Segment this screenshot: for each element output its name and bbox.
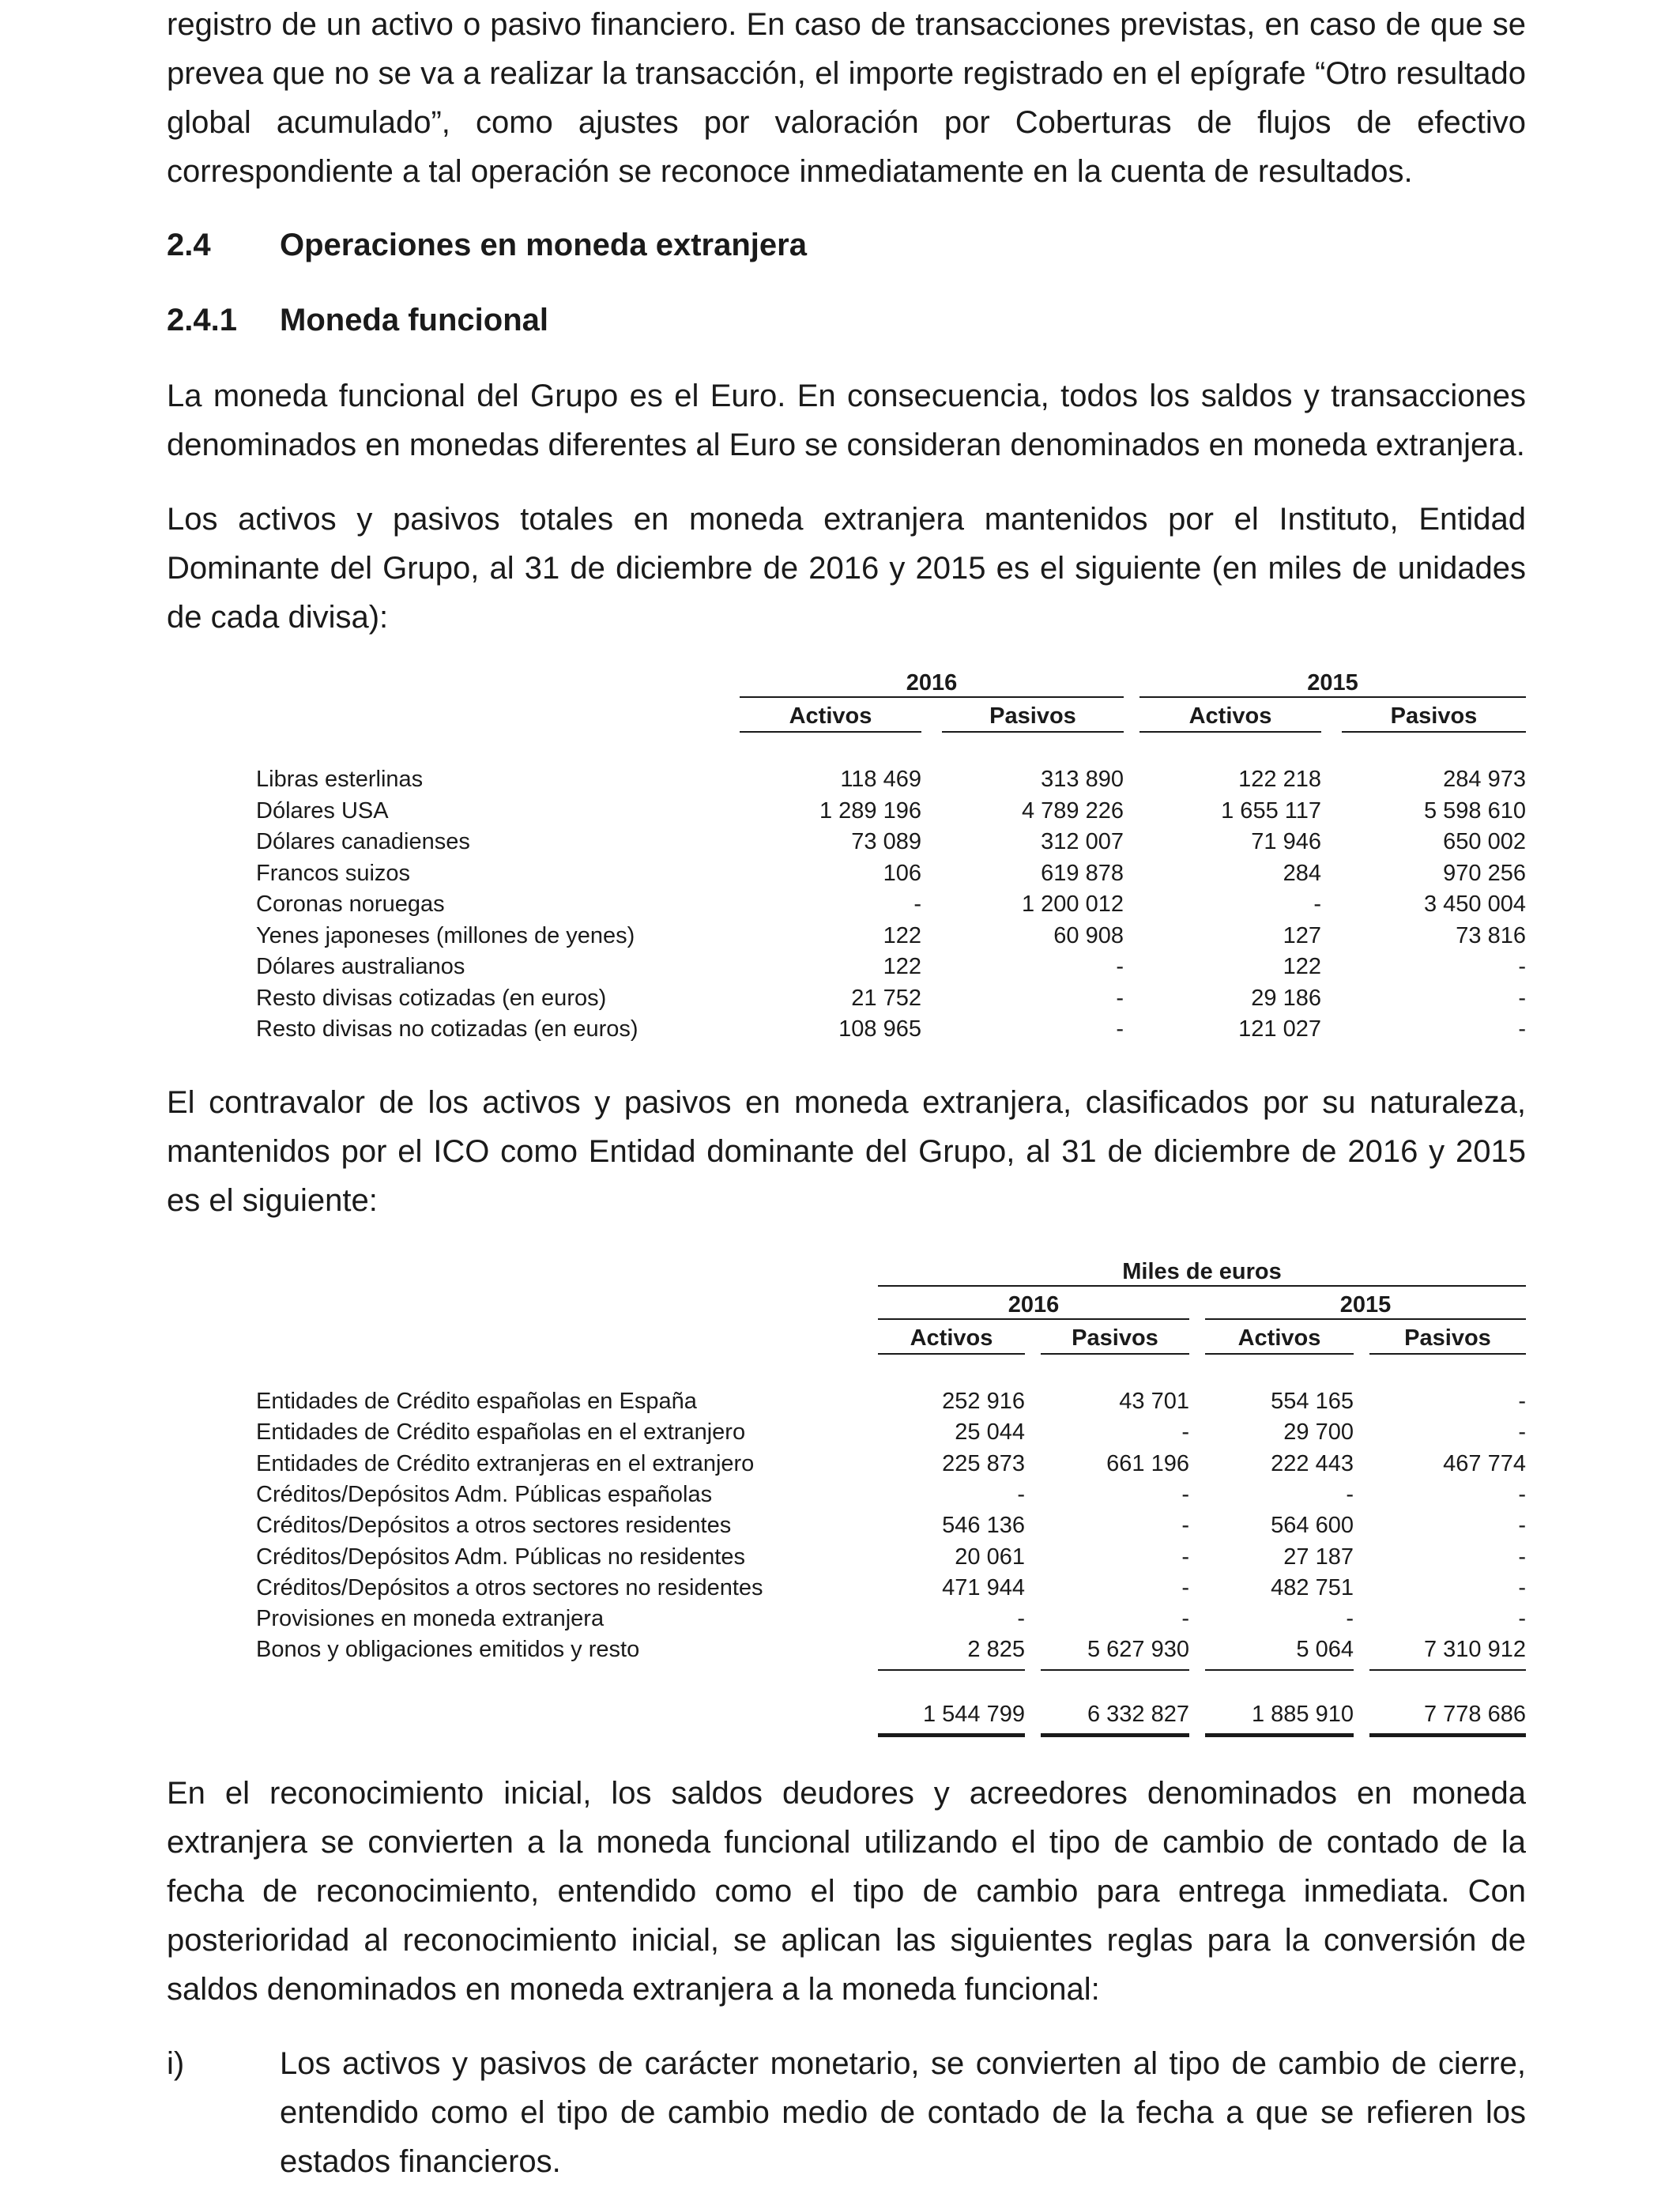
year-underline [1139,696,1526,698]
table-cell: 471 944 [942,1574,1025,1600]
table-cell: - [1181,1606,1189,1632]
row-label: Créditos/Depósitos Adm. Públicas españolas [256,1481,713,1507]
row-label: Francos suizos [256,860,411,886]
recognition-paragraph: En el reconocimiento inicial, los saldos deudores y acreedores denominados en moneda extranjera se convierten a la moneda funcional utilizando el tipo de cambio de contado de la fecha de reconocimiento, entendido como el tipo de cambio para entrega inmediata. Con posterioridad al reconocimiento inicial, se aplican las siguientes reglas para la conversión de saldos denominados en moneda extranjera a la moneda funcional: [167,1776,1526,2007]
table-cell: 564 600 [1271,1513,1354,1539]
row-label: Resto divisas cotizadas (en euros) [256,985,607,1011]
table-cell: 1 655 117 [1221,797,1321,824]
section-heading-2-4 [167,225,807,265]
subtotal-rule [878,1669,1025,1671]
row-label: Bonos y obligaciones emitidos y resto [256,1637,640,1663]
table-cell: 71 946 [1251,829,1321,854]
table-cell: 29 700 [1283,1419,1354,1446]
table-cell: 4 789 226 [1021,797,1124,824]
subtotal-rule [1205,1669,1354,1671]
table-cell: 121 027 [1238,1016,1321,1042]
column-underline [740,731,921,733]
table-cell: 20 061 [955,1544,1025,1570]
table-cell: 127 [1283,922,1321,948]
row-label: Provisiones en moneda extranjera [256,1606,605,1632]
row-label: Resto divisas no cotizadas (en euros) [256,1016,638,1042]
table-cell: 7 310 912 [1423,1637,1526,1663]
table-cell: 108 965 [838,1016,921,1042]
total-double-rule [1041,1733,1189,1737]
total-cell: 1 544 799 [922,1702,1025,1727]
table-cell: 27 187 [1283,1544,1354,1570]
table-cell: 661 196 [1106,1450,1189,1476]
table-cell: 3 450 004 [1423,892,1526,917]
table-cell: 21 752 [851,985,921,1011]
table-cell: - [1313,892,1321,917]
row-label: Entidades de Crédito españolas en el extranjero [256,1419,746,1446]
table-cell: - [1116,954,1124,979]
row-label: Coronas noruegas [256,892,445,917]
row-label: Entidades de Crédito españolas en España [256,1389,697,1414]
table-cell: - [1518,1419,1526,1446]
row-label: Créditos/Depósitos Adm. Públicas no residentes [256,1544,745,1570]
table-cell: 122 218 [1238,767,1321,792]
table-cell: 43 701 [1119,1389,1189,1414]
column-header: Pasivos [989,703,1076,729]
column-header: Activos [1237,1325,1321,1351]
table-cell: - [1346,1606,1354,1632]
table-cell: - [1518,985,1526,1011]
year-header-2015: 2015 [1339,1292,1392,1318]
table-cell: 222 443 [1271,1450,1354,1476]
row-label: Entidades de Crédito extranjeras en el extranjero [256,1450,755,1476]
table-cell: - [1116,985,1124,1011]
row-label: Dólares canadienses [256,829,470,854]
table-cell: 1 289 196 [819,797,921,824]
year-underline [740,696,1124,698]
column-header: Activos [1188,703,1272,729]
total-double-rule [1205,1733,1354,1737]
column-underline [1342,731,1526,733]
table-cell: 73 816 [1456,922,1526,948]
section-number: 2.4.1 [167,303,237,337]
table-cell: 284 [1283,860,1321,886]
list-marker: i) [167,2046,185,2081]
year-header-2016: 2016 [906,670,958,696]
row-label: Dólares USA [256,797,389,824]
table-cell: - [1181,1419,1189,1446]
table-cell: - [1116,1016,1124,1042]
column-header: Pasivos [1404,1325,1491,1351]
table-cell: 252 916 [942,1389,1025,1414]
year-header-2016: 2016 [1008,1292,1060,1318]
row-label: Yenes japoneses (millones de yenes) [256,922,635,948]
column-header: Pasivos [1390,703,1478,729]
table-cell: - [1518,1016,1526,1042]
table-cell: 25 044 [955,1419,1025,1446]
section-number: 2.4 [167,228,211,262]
table-cell: 73 089 [851,829,921,854]
column-header: Pasivos [1072,1325,1158,1351]
column-header: Activos [910,1325,993,1351]
table-cell: 554 165 [1271,1389,1354,1414]
table-cell: - [1518,1574,1526,1600]
total-double-rule [878,1733,1025,1737]
table-cell: 60 908 [1053,922,1124,948]
table-cell: 467 774 [1443,1450,1526,1476]
year-underline [878,1318,1189,1320]
column-underline [1139,731,1321,733]
functional-currency-paragraph: La moneda funcional del Grupo es el Euro. En consecuencia, todos los saldos y transacciones denominados en monedas diferentes al Euro se consideran denominados en moneda extranjera. [167,379,1526,462]
year-underline [1205,1318,1526,1320]
table-cell: 122 [1283,954,1321,979]
table-cell: - [1518,1513,1526,1539]
table-cell: - [1017,1606,1025,1632]
table-cell: 284 973 [1443,767,1526,792]
subtotal-rule [1041,1669,1189,1671]
total-double-rule [1369,1733,1526,1737]
table-cell: - [1518,1481,1526,1507]
table-cell: 546 136 [942,1513,1025,1539]
row-label: Libras esterlinas [256,767,424,792]
column-underline [1205,1353,1354,1355]
table-cell: - [1518,1606,1526,1632]
row-label: Créditos/Depósitos a otros sectores no residentes [256,1574,763,1600]
total-cell: 1 885 910 [1251,1702,1354,1727]
column-header: Activos [789,703,872,729]
table-cell: - [1181,1544,1189,1570]
table-cell: - [1181,1513,1189,1539]
table-cell: 2 825 [967,1637,1025,1663]
table-cell: 5 627 930 [1087,1637,1189,1663]
unit-underline [878,1285,1526,1287]
table-cell: - [1181,1481,1189,1507]
table-cell: 619 878 [1041,860,1124,886]
list-item-text: Los activos y pasivos de carácter monetario, se convierten al tipo de cambio de cierre, entendido como el tipo de cambio medio de contado de la fecha a que se refieren los estados financieros. [280,2046,1526,2179]
intro-paragraph: registro de un activo o pasivo financiero. En caso de transacciones previstas, en caso de que se prevea que no se va a realizar la transacción, el importe registrado en el epígrafe “Otro resultado global acumulado”, como ajustes por valoración por Coberturas de flujos de efectivo correspondiente a tal operación se reconoce inmediatamente en la cuenta de resultados. [167,7,1526,189]
total-cell: 7 778 686 [1423,1702,1526,1727]
table-cell: - [913,892,921,917]
total-cell: 6 332 827 [1087,1702,1189,1727]
table-cell: 122 [883,922,921,948]
year-header-2015: 2015 [1307,670,1358,696]
table-cell: 225 873 [942,1450,1025,1476]
row-label: Dólares australianos [256,954,465,979]
table-cell: 313 890 [1041,767,1124,792]
unit-header: Miles de euros [1122,1259,1282,1284]
currency-units-table [256,668,1526,1047]
column-underline [942,731,1124,733]
section-heading-2-4-1 [167,300,548,340]
column-underline [878,1353,1025,1355]
table-cell: - [1518,1544,1526,1570]
table-cell: 118 469 [840,767,921,792]
table-cell: - [1518,1389,1526,1414]
table-cell: 122 [883,954,921,979]
row-label: Créditos/Depósitos a otros sectores residentes [256,1513,732,1539]
table-cell: 5 598 610 [1423,797,1526,824]
table-cell: - [1346,1481,1354,1507]
table-cell: 482 751 [1271,1574,1354,1600]
table-cell: - [1017,1481,1025,1507]
table-cell: 5 064 [1296,1637,1354,1663]
subtotal-rule [1369,1669,1526,1671]
table-cell: - [1181,1574,1189,1600]
column-underline [1041,1353,1189,1355]
countervalue-table [256,1257,1526,1747]
totals-paragraph: Los activos y pasivos totales en moneda extranjera mantenidos por el Instituto, Entidad Dominante del Grupo, al 31 de diciembre de 2016 y 2015 es el siguiente (en miles de unidades de cada divisa): [167,502,1526,635]
table-cell: 106 [883,860,921,886]
table-cell: 1 200 012 [1021,892,1124,917]
countervalue-paragraph: El contravalor de los activos y pasivos en moneda extranjera, clasificados por su naturaleza, mantenidos por el ICO como Entidad dominante del Grupo, al 31 de diciembre de 2016 y 2015 es el siguiente: [167,1085,1526,1218]
column-underline [1369,1353,1526,1355]
table-cell: 650 002 [1443,829,1526,854]
section-title: Operaciones en moneda extranjera [280,228,807,262]
section-title: Moneda funcional [280,303,548,337]
table-cell: 29 186 [1251,985,1321,1011]
table-cell: 970 256 [1443,860,1526,886]
table-cell: - [1518,954,1526,979]
table-cell: 312 007 [1041,829,1124,854]
